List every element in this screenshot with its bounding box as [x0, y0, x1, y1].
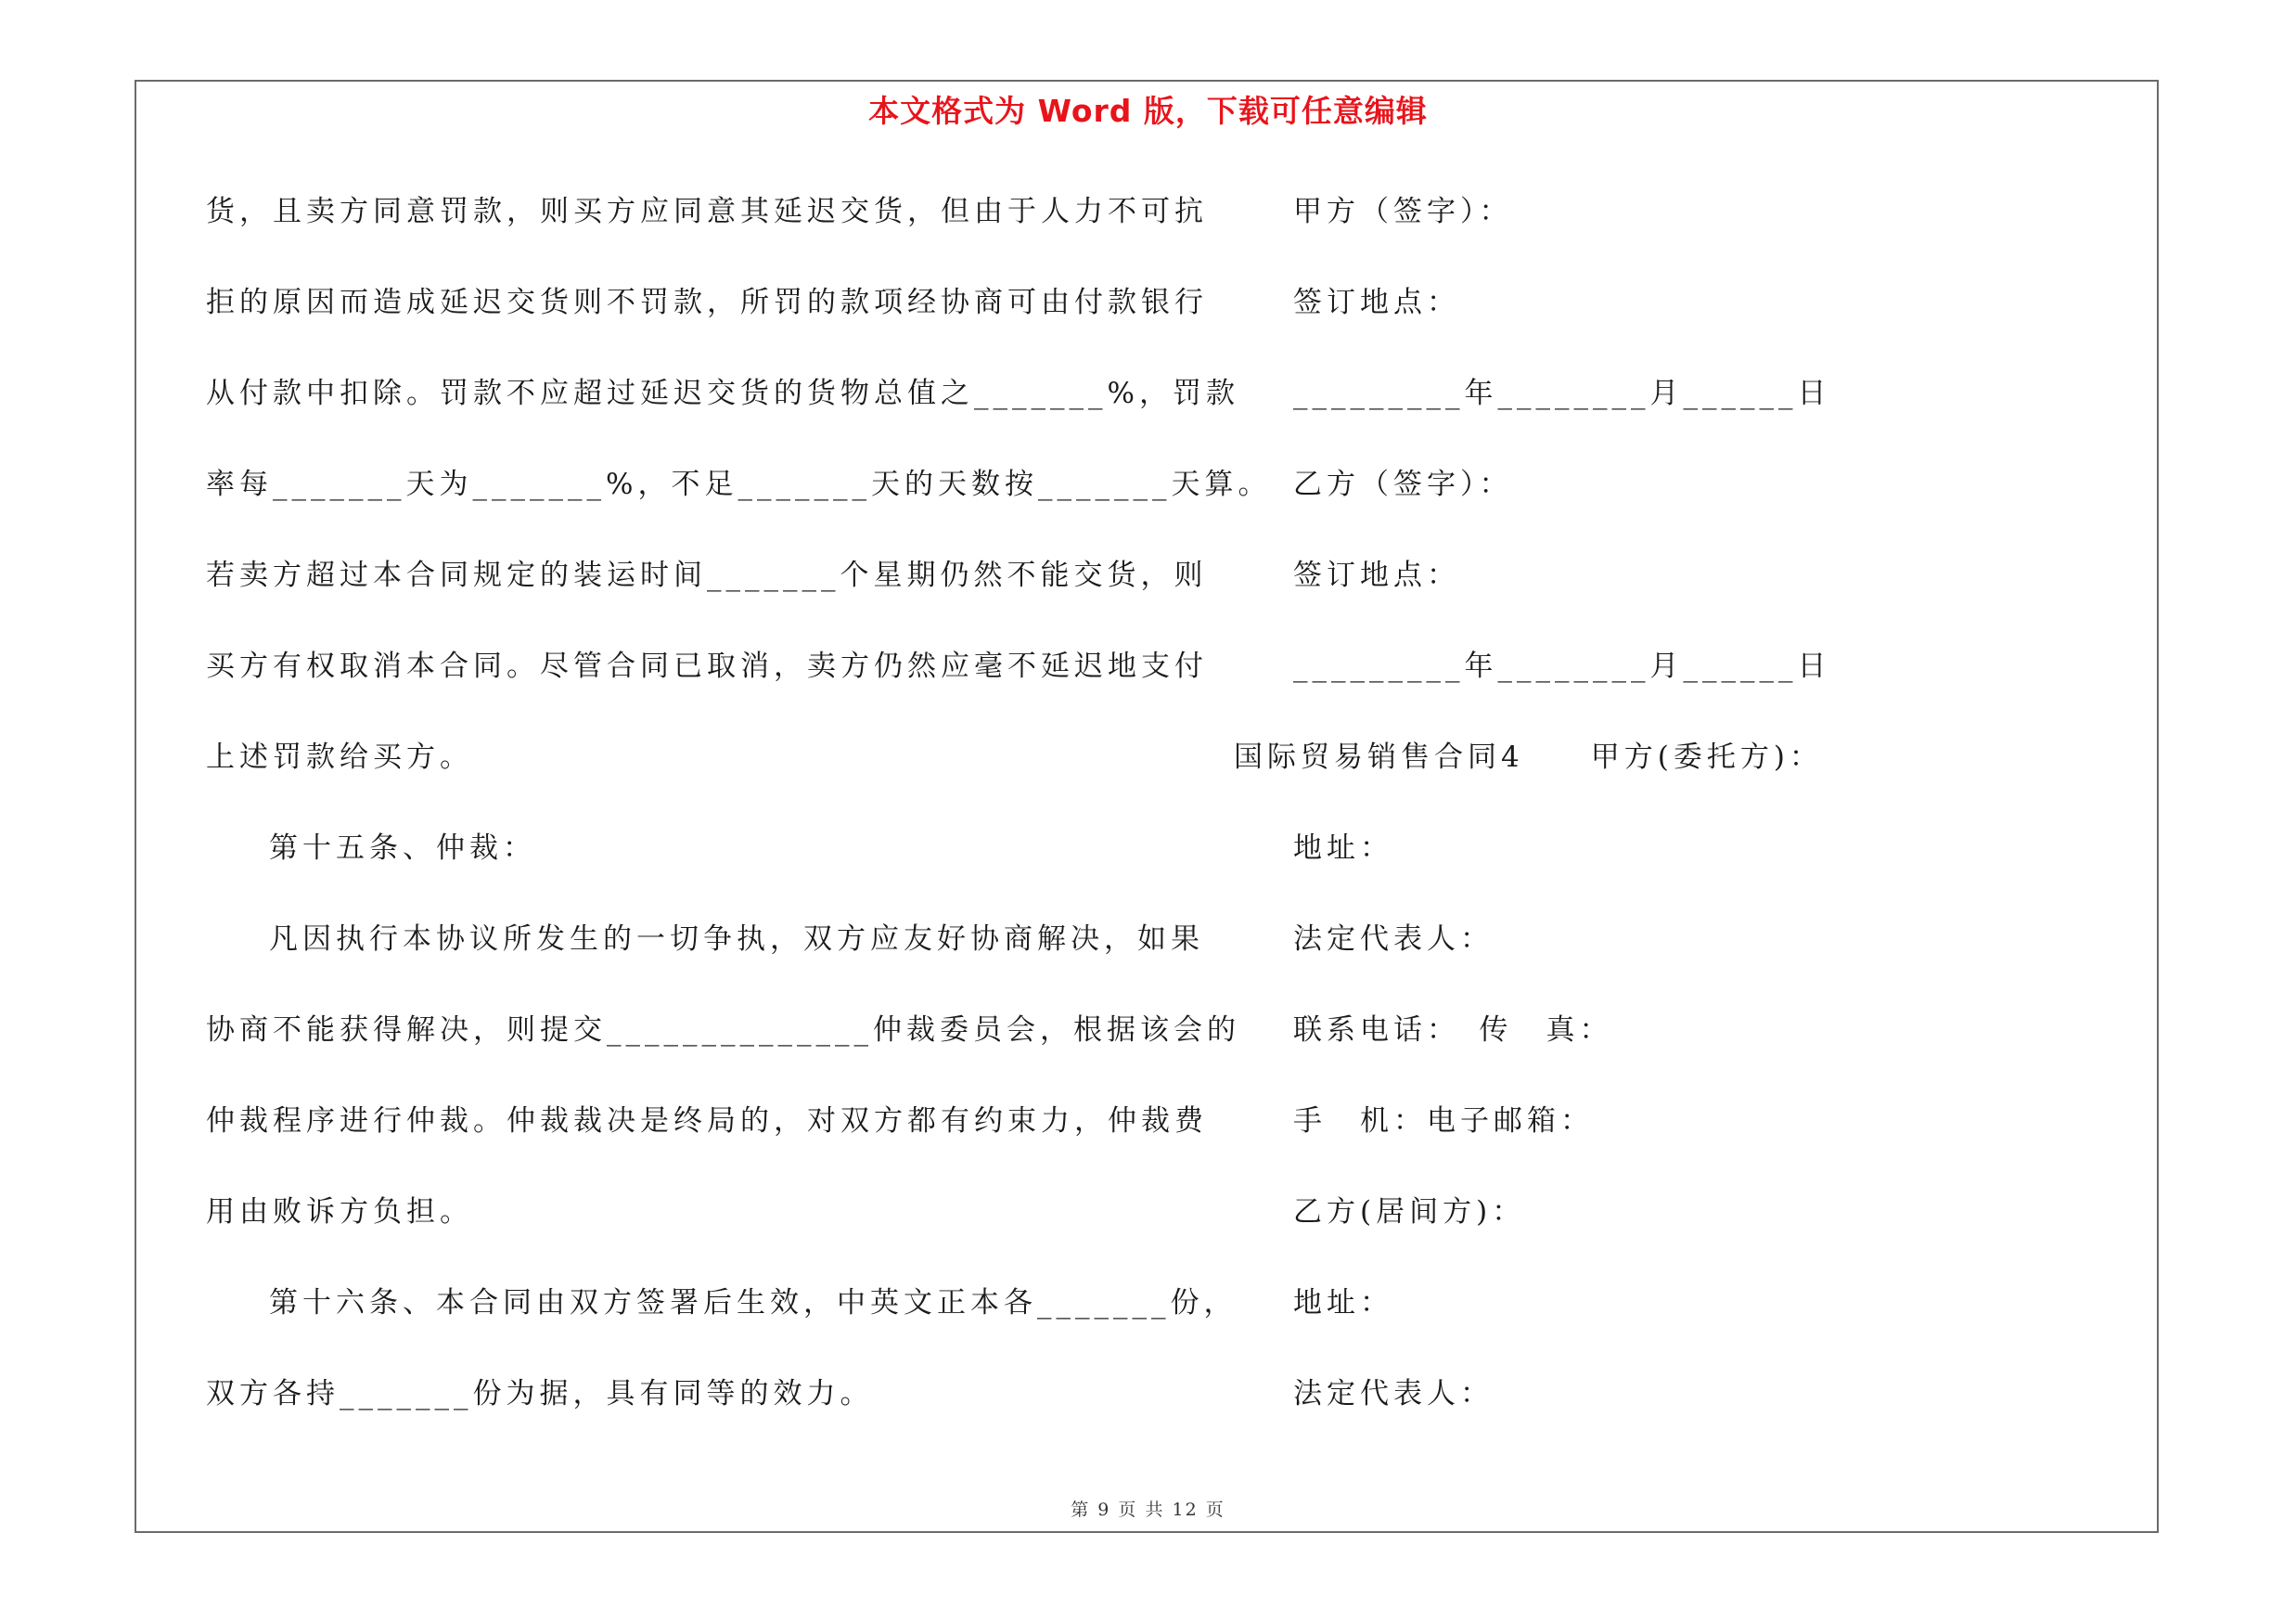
address-field: 地址： [1293, 1286, 1393, 1320]
party-a-signature: 甲方（签字）： [1293, 195, 1513, 228]
date-line: _________年________月______日 [1293, 650, 1831, 683]
contract-4-title: 国际贸易销售合同4 甲方(委托方)： [1234, 741, 1823, 774]
article-15-heading: 第十五条、仲裁： [269, 831, 536, 865]
paragraph-line: 协商不能获得解决，则提交______________仲裁委员会，根据该会的 [206, 1013, 1240, 1047]
paragraph-line: 凡因执行本协议所发生的一切争执，双方应友好协商解决，如果 [269, 922, 1204, 956]
editable-word-banner: 本文格式为 Word 版，下载可任意编辑 [868, 93, 1428, 129]
paragraph-line: 拒的原因而造成延迟交货则不罚款，所罚的款项经协商可由付款银行 [206, 286, 1208, 319]
party-b-intermediary: 乙方(居间方)： [1293, 1195, 1526, 1229]
paragraph-line: 率每_______天为_______%，不足_______天的天数按_______天算。 [206, 468, 1272, 501]
left-text-column [206, 184, 1272, 1457]
paragraph-line: 上述罚款给买方。 [206, 741, 473, 774]
legal-representative-field: 法定代表人： [1293, 922, 1494, 956]
signing-place: 签订地点： [1293, 286, 1460, 319]
signing-place: 签订地点： [1293, 559, 1460, 592]
phone-fax-field: 联系电话： 传 真： [1293, 1013, 1613, 1047]
paragraph-line: 买方有权取消本合同。尽管合同已取消，卖方仍然应毫不延迟地支付 [206, 650, 1208, 683]
paragraph-line: 用由败诉方负担。 [206, 1195, 473, 1229]
paragraph-line: 从付款中扣除。罚款不应超过延迟交货的货物总值之_______%，罚款 [206, 377, 1239, 410]
paragraph-line: 双方各持_______份为据，具有同等的效力。 [206, 1377, 874, 1410]
party-b-signature: 乙方（签字）： [1293, 468, 1513, 501]
right-text-column [1234, 184, 2069, 1457]
paragraph-line: 若卖方超过本合同规定的装运时间_______个星期仍然不能交货，则 [206, 559, 1208, 592]
mobile-email-field: 手 机：电子邮箱： [1293, 1104, 1594, 1138]
date-line: _________年________月______日 [1293, 377, 1831, 410]
page-number-footer: 第 9 页 共 12 页 [1071, 1500, 1225, 1520]
legal-representative-field: 法定代表人： [1293, 1377, 1494, 1410]
article-16-line: 第十六条、本合同由双方签署后生效，中英文正本各_______份， [269, 1286, 1238, 1320]
paragraph-line: 货，且卖方同意罚款，则买方应同意其延迟交货，但由于人力不可抗 [206, 195, 1208, 228]
paragraph-line: 仲裁程序进行仲裁。仲裁裁决是终局的，对双方都有约束力，仲裁费 [206, 1104, 1208, 1138]
address-field: 地址： [1293, 831, 1393, 865]
